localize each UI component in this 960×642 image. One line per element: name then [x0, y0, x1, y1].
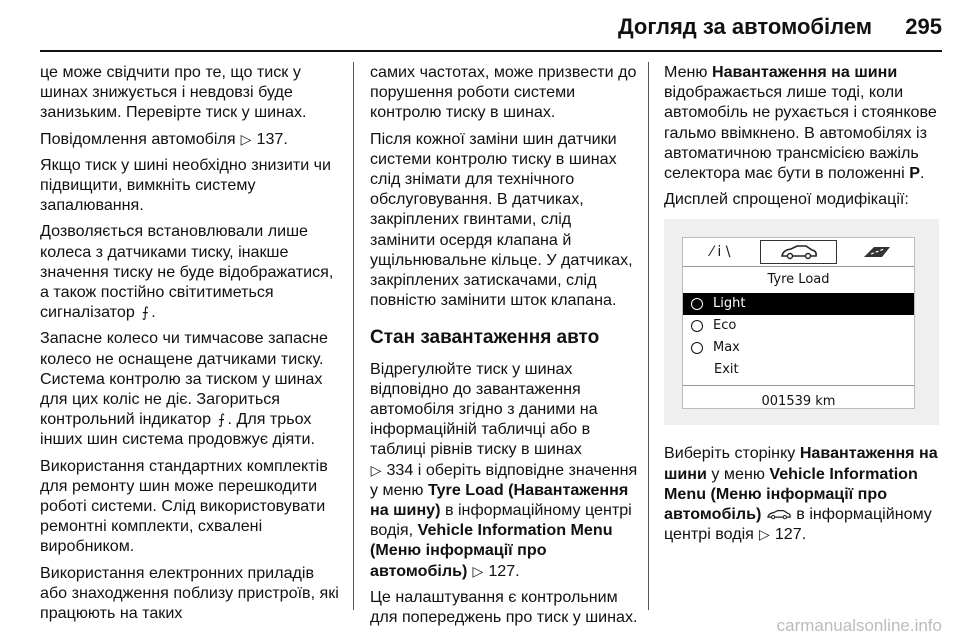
- paragraph: [40, 221, 340, 322]
- option-label: Exit: [714, 361, 739, 377]
- radio-icon: [691, 342, 703, 354]
- display-illustration: [664, 219, 939, 425]
- tire-pressure-warning-icon: ⨍: [141, 304, 149, 321]
- paragraph: Використання електронних приладів або знаходження поблизу пристроїв, які працюють на таких: [40, 563, 339, 623]
- paragraph: [664, 443, 939, 544]
- paragraph: [40, 328, 340, 449]
- text: Виберіть сторінку: [664, 444, 800, 463]
- paragraph: Якщо тиск у шині необхідно знизити чи підвищити, вимкніть систему запалювання.: [40, 155, 332, 215]
- column-3: [664, 62, 939, 550]
- menu-name: Vehicle Information Menu (Меню інформації про автомобіль): [370, 521, 613, 580]
- tab-trip-info: ⁄ i \: [710, 244, 731, 261]
- option-max: [683, 337, 914, 359]
- menu-name: Vehicle Information Menu (Меню інформації про автомобіль): [664, 464, 918, 524]
- paragraph: [664, 62, 939, 183]
- paragraph: [370, 359, 640, 581]
- text: 334 і оберіть відповідне значення у меню: [370, 460, 638, 499]
- car-icon: [779, 244, 819, 260]
- road-icon: [862, 245, 892, 259]
- text: в інформаційному центрі водія: [664, 505, 932, 544]
- tab-road: [839, 238, 914, 266]
- text: в інформаційному центрі водія,: [370, 501, 632, 540]
- tire-pressure-warning-icon: ⨍: [217, 411, 226, 428]
- column-divider: [648, 62, 649, 610]
- gear-position: P: [909, 164, 920, 183]
- arrow-ref-icon: ▷: [240, 130, 252, 147]
- watermark: carmanualsonline.info: [776, 616, 942, 635]
- paragraph: це може свідчити про те, що тиск у шинах знижується і невдовзі буде занизьким. Перевірте тиск у шинах.: [40, 63, 307, 122]
- page-number: 295: [905, 14, 942, 39]
- paragraph: Використання стандартних комплектів для ремонту шин може перешкодити роботі системи. Слід використовувати ремонтні комплекти, схвалені виробником.: [40, 456, 328, 556]
- text: Відрегулюйте тиск у шинах відповідно до завантаження автомобіля згідно з даними на інформаційній табличці або в таблиці рівнів тиску в шинах: [370, 359, 598, 459]
- text: Меню: [664, 63, 712, 81]
- paragraph: Це налаштування є контрольним для попереджень про тиск у шинах.: [370, 587, 638, 627]
- menu-name: Навантаження на шини: [711, 63, 898, 81]
- tab-vehicle: [760, 240, 837, 264]
- text: у меню: [706, 464, 770, 483]
- paragraph: самих частотах, може призвести до порушення роботи системи контролю тиску в шинах.: [370, 63, 637, 122]
- text: Повідомлення автомобіля: [40, 129, 241, 148]
- option-exit: [683, 359, 914, 381]
- text: Дозволяється встановлювали лише колеса з датчиками тиску, інакше значення тиску не буде відображатися, а також постійно світитиметься сигналізатор: [40, 222, 334, 322]
- page-ref: 127.: [774, 525, 807, 544]
- car-icon: [766, 509, 792, 520]
- page-title: Догляд за автомобілем: [617, 14, 872, 39]
- odometer: 001539 km: [683, 385, 914, 412]
- display-title: Tyre Load: [767, 272, 830, 288]
- option-light: [683, 293, 914, 315]
- column-2: [370, 62, 640, 633]
- option-label: Max: [713, 339, 740, 355]
- menu-name: Tyre Load (Навантаження на шину): [370, 480, 629, 520]
- radio-icon: [691, 298, 703, 310]
- menu-name: Навантаження на шини: [664, 444, 938, 483]
- page-ref: 127.: [488, 561, 520, 580]
- paragraph: Дисплей спрощеної модифікації:: [664, 190, 909, 209]
- option-label: Light: [713, 295, 746, 311]
- radio-icon: [691, 320, 703, 332]
- text: .: [919, 164, 925, 183]
- arrow-ref-icon: ▷: [472, 562, 484, 579]
- display-screen: [682, 237, 915, 409]
- arrow-ref-icon: ▷: [370, 461, 382, 478]
- arrow-ref-icon: ▷: [758, 526, 770, 543]
- text: відображається лише тоді, коли автомобіль не рухається і стоянкове гальмо ввімкнено. В автомобілях із автоматичною трансмісією важіль селектора має бути в положенні: [664, 83, 937, 183]
- column-divider: [353, 62, 354, 610]
- text: .: [151, 303, 156, 322]
- text: Запасне колесо чи тимчасове запасне колесо не оснащене датчиками тиску. Система контролю за тиском у шинах для цих коліс не діє. Загориться контрольний індикатор: [40, 329, 328, 429]
- option-label: Eco: [713, 317, 737, 333]
- display-tabs: [683, 238, 914, 267]
- paragraph: Після кожної заміни шин датчики системи контролю тиску в шинах слід знімати для технічного обслуговування. В датчиках, закріплених гвинтами, слід замінити осердя клапана й ущільнювальне кільце. У датчиках, закріплених затискачами, слід повністю замінити шток клапана.: [370, 129, 633, 310]
- page-ref: 137.: [256, 129, 288, 148]
- text: . Для трьох інших шин система продовжує діяти.: [40, 410, 316, 449]
- column-1: [40, 62, 340, 629]
- option-eco: [683, 315, 914, 337]
- paragraph: [40, 129, 340, 149]
- header-rule: [40, 50, 942, 52]
- section-heading: Стан завантаження авто: [370, 327, 600, 349]
